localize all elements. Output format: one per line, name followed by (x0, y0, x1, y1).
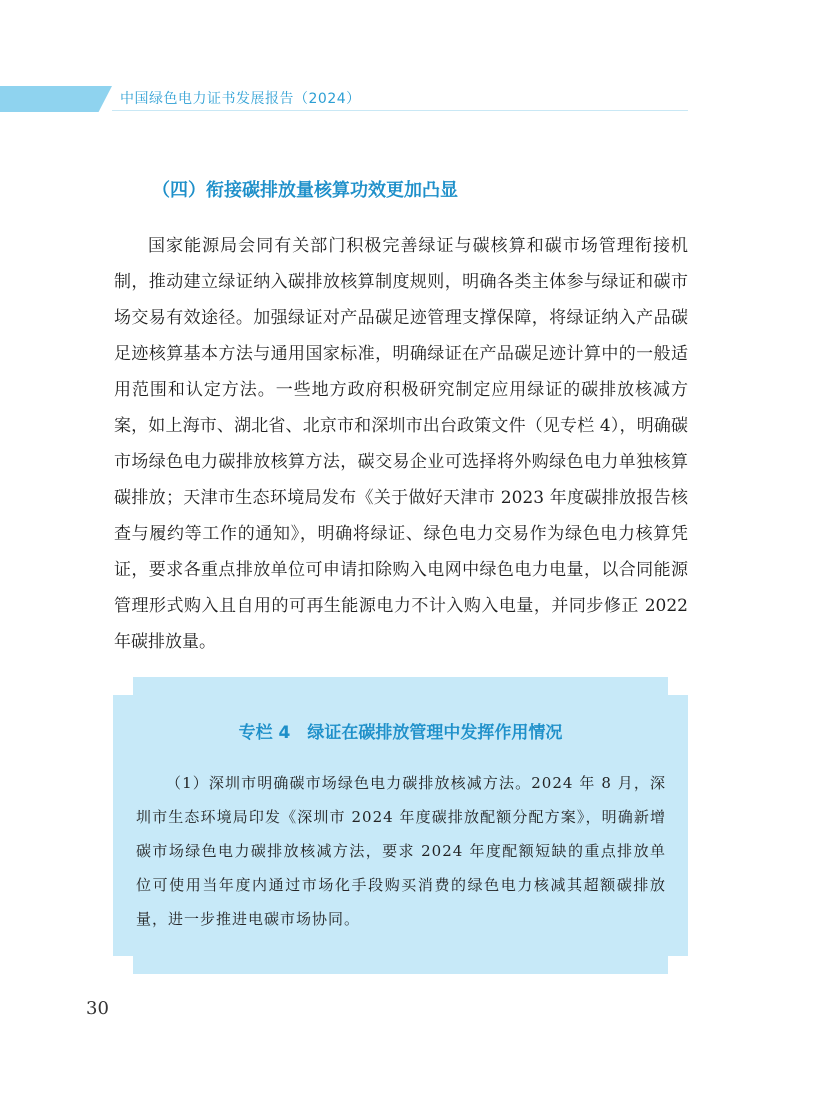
header-accent-band (0, 86, 112, 112)
box-corner-notch (668, 956, 688, 974)
box-corner-notch (113, 677, 133, 695)
sidebar-box-title: 专栏 4 绿证在碳排放管理中发挥作用情况 (238, 723, 563, 743)
box-corner-notch (113, 956, 133, 974)
section-heading: （四）衔接碳排放量核算功效更加凸显 (152, 180, 458, 201)
body-paragraph: 国家能源局会同有关部门积极完善绿证与碳核算和碳市场管理衔接机制，推动建立绿证纳入碳排放核算制度规则，明确各类主体参与绿证和碳市场交易有效途径。加强绿证对产品碳足迹管理支撑保障，将绿证纳入产品碳足迹核算基本方法与通用国家标准，明确绿证在产品碳足迹计算中的一般适用范围和认定方法。一些地方政府积极研究制定应用绿证的碳排放核减方案，如上海市、湖北省、北京市和深圳市出台政策文件（见专栏 4），明确碳市场绿色电力碳排放核算方法，碳交易企业可选择将外购绿色电力单独核算碳排放；天津市生态环境局发布《关于做好天津市 2023 年度碳排放报告核查与履约等工作的通知》，明确将绿证、绿色电力交易作为绿色电力核算凭证，要求各重点排放单位可申请扣除购入电网中绿色电力电量，以合同能源管理形式购入且自用的可再生能源电力不计入购入电量，并同步修正 2022 年碳排放量。 (114, 236, 688, 652)
page-number: 30 (86, 998, 109, 1019)
running-header-title: 中国绿色电力证书发展报告（2024） (120, 91, 361, 107)
box-corner-notch (668, 677, 688, 695)
sidebar-box-paragraph: （1）深圳市明确碳市场绿色电力碳排放核减方法。2024 年 8 月，深圳市生态环境局印发《深圳市 2024 年度碳排放配额分配方案》，明确新增碳市场绿色电力碳排放核减方法，要求 2024 年度配额短缺的重点排放单位可使用当年度内通过市场化手段购买消费的绿色电力核减其超额碳排放量，进一步推进电碳市场协同。 (136, 774, 666, 928)
header-divider (112, 110, 688, 111)
